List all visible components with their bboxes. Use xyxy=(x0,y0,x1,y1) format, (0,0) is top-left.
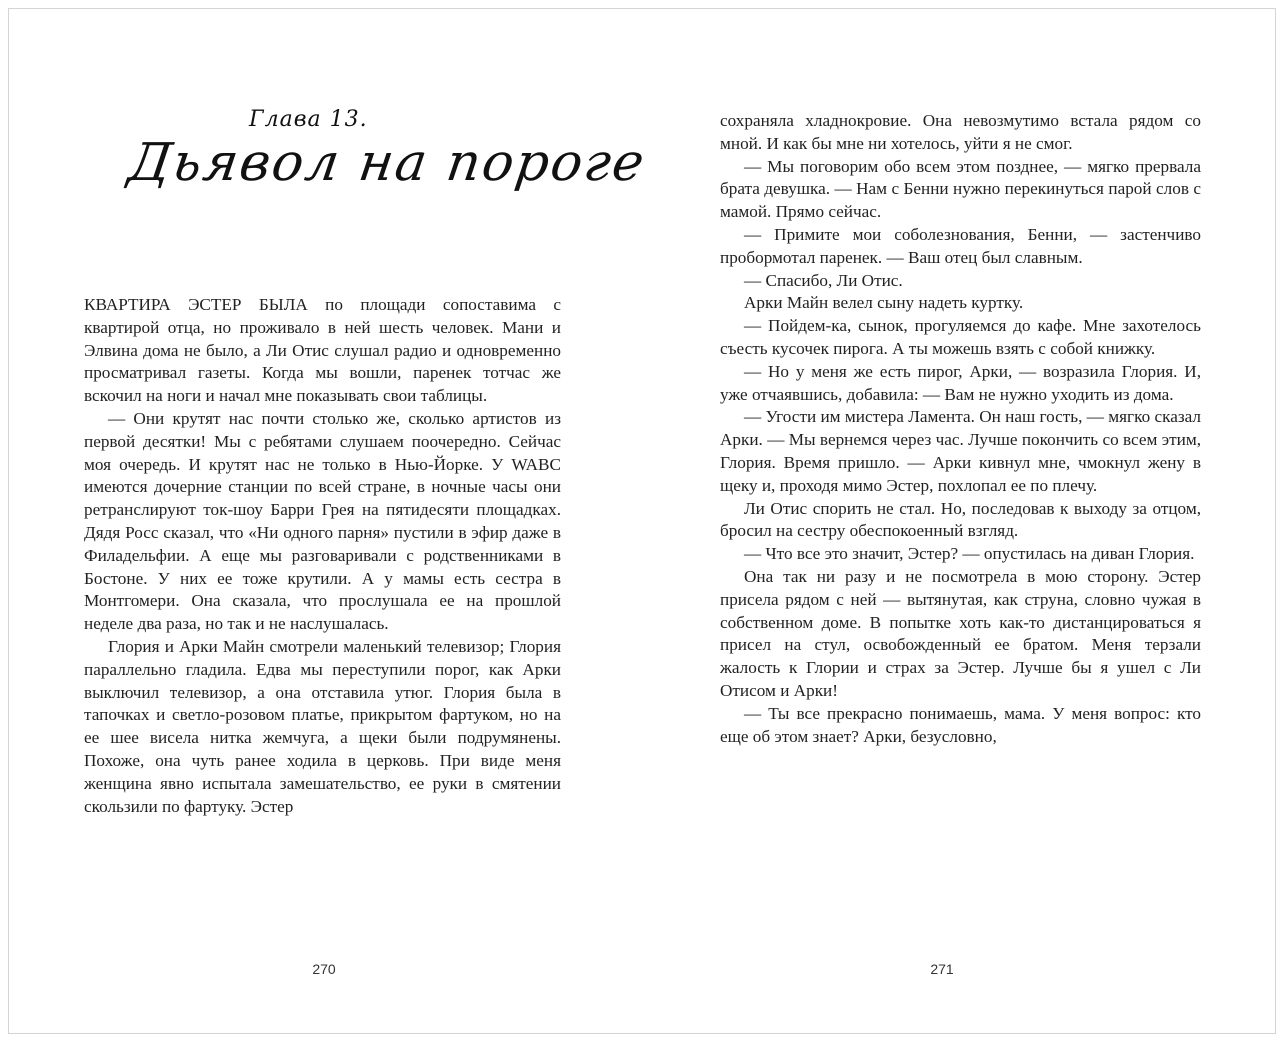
page-number-left: 270 xyxy=(312,961,336,977)
paragraph: — Они крутят нас почти столько же, сколько артистов из первой десятки! Мы с ребятами слушаем поочередно. Сейчас моя очередь. И крутят нас не только в Нью-Йорке. У WABC имеются дочерние станции по всей стране, в ночные часы они ретранслируют ток-шоу Барри Грея на пятидесяти площадках. Дядя Росс сказал, что «Ни одного парня» пустили в эфир даже в Филадельфии. А еще мы разговаривали с родственниками в Бостоне. У них ее тоже крутили. А у мамы есть сестра в Монтгомери. Она сказала, что прослушала ее на прошлой неделе два раза, но так и не наслушалась. xyxy=(84,408,561,634)
left-page xyxy=(9,9,650,1033)
book-spread xyxy=(8,8,1276,1034)
paragraph: Глория и Арки Майн смотрели маленький телевизор; Глория параллельно гладила. Едва мы переступили порог, как Арки выключил телевизор, а она отставила утюг. Глория была в тапочках и светло-розовом платье, прикрытом фартуком, но на ее шее висела нитка жемчуга, а щеки были подрумянены. Похоже, она чуть ранее ходила в церковь. При виде меня женщина явно испытала замешательство, ее руки в смятении скользили по фартуку. Эстер xyxy=(84,636,561,816)
paragraph: — Спасибо, Ли Отис. xyxy=(744,270,903,290)
paragraph: сохраняла хладнокровие. Она невозмутимо встала рядом со мной. И как бы мне ни хотелось, уйти я не смог. xyxy=(720,111,1201,153)
right-page xyxy=(643,9,1277,1033)
paragraph: Она так ни разу и не посмотрела в мою сторону. Эстер присела рядом с ней — вытянутая, как струна, словно чужая в собственном доме. В попытке хоть как-то дистанцироваться я присел на стул, освобожденный ее братом. Меня терзали жалость к Глории и страх за Эстер. Лучше бы я ушел с Ли Отисом и Арки! xyxy=(720,566,1201,700)
right-page-text xyxy=(720,110,1201,748)
paragraph: Ли Отис спорить не стал. Но, последовав к выходу за отцом, бросил на сестру обеспокоенный взгляд. xyxy=(720,498,1201,541)
paragraph: Арки Майн велел сыну надеть куртку. xyxy=(744,293,1024,313)
paragraph: — Пойдем-ка, сынок, прогуляемся до кафе. Мне захотелось съесть кусочек пирога. А ты можешь взять с собой книжку. xyxy=(720,316,1201,358)
paragraph: — Угости им мистера Ламента. Он наш гость, — мягко сказал Арки. — Мы вернемся через час. Лучше покончить со всем этим, Глория. Время пришло. — Арки кивнул мне, чмокнул жену в щеку и, проходя мимо Эстер, похлопал ее по плечу. xyxy=(720,407,1201,495)
paragraph: — Что все это значит, Эстер? — опустилась на диван Глория. xyxy=(744,544,1195,564)
paragraph: КВАРТИРА ЭСТЕР БЫЛА по площади сопоставима с квартирой отца, но проживало в ней шесть человек. Мани и Элвина дома не было, а Ли Отис слушал радио и одновременно просматривал газеты. Когда мы вошли, паренек тотчас же вскочил на ноги и начал мне показывать свои таблицы. xyxy=(84,295,561,406)
page-number-right: 271 xyxy=(930,961,954,977)
paragraph: — Мы поговорим обо всем этом позднее, — мягко прервала брата девушка. — Нам с Бенни нужно перекинуться парой слов с мамой. Прямо сейчас. xyxy=(720,156,1201,222)
paragraph: — Но у меня же есть пирог, Арки, — возразила Глория. И, уже отчаявшись, добавила: — Вам не нужно уходить из дома. xyxy=(720,361,1201,404)
chapter-title: Дьявол на пороге xyxy=(124,133,650,193)
left-page-text xyxy=(84,294,561,818)
paragraph: — Ты все прекрасно понимаешь, мама. У меня вопрос: кто еще об этом знает? Арки, безусловно, xyxy=(720,703,1201,746)
paragraph: — Примите мои соболезнования, Бенни, — застенчиво пробормотал паренек. — Ваш отец был славным. xyxy=(720,224,1201,267)
chapter-number: Глава 13. xyxy=(249,107,368,132)
